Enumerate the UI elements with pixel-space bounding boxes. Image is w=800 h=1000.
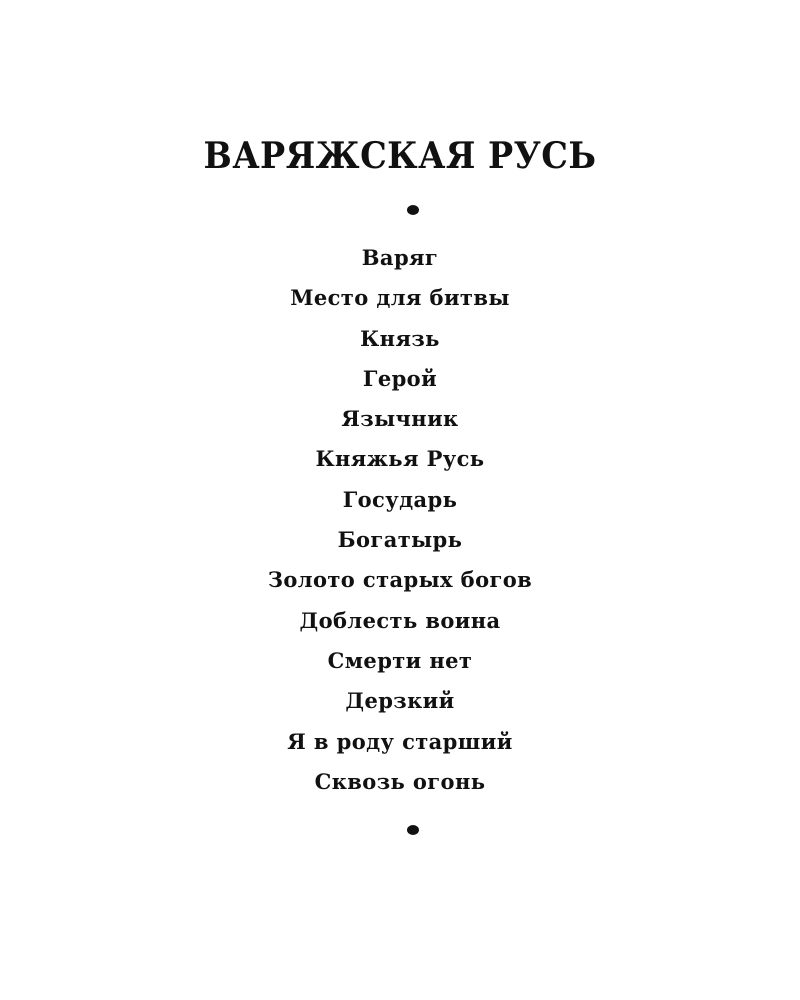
book-title: Смерти нет (327, 647, 473, 673)
book-list (0, 238, 800, 802)
book-title: Герой (362, 365, 438, 391)
book-title: Сквозь огонь (314, 768, 486, 794)
book-title: Место для битвы (290, 285, 510, 311)
bullet-dot-icon (407, 205, 419, 215)
book-title: Княжья Русь (315, 446, 485, 472)
book-title: Доблесть воина (299, 607, 501, 633)
book-title: Я в роду старший (287, 728, 513, 754)
bullet-dot-icon (407, 825, 419, 835)
book-title: Дерзкий (345, 688, 455, 714)
book-title: Язычник (341, 406, 459, 432)
book-title: Варяг (361, 245, 439, 270)
book-title: Князь (360, 325, 440, 351)
book-title: Золото старых богов (267, 567, 533, 593)
series-title: ВАРЯЖСКАЯ РУСЬ (203, 135, 597, 177)
book-title: Богатырь (337, 527, 463, 553)
book-title: Государь (342, 486, 458, 512)
